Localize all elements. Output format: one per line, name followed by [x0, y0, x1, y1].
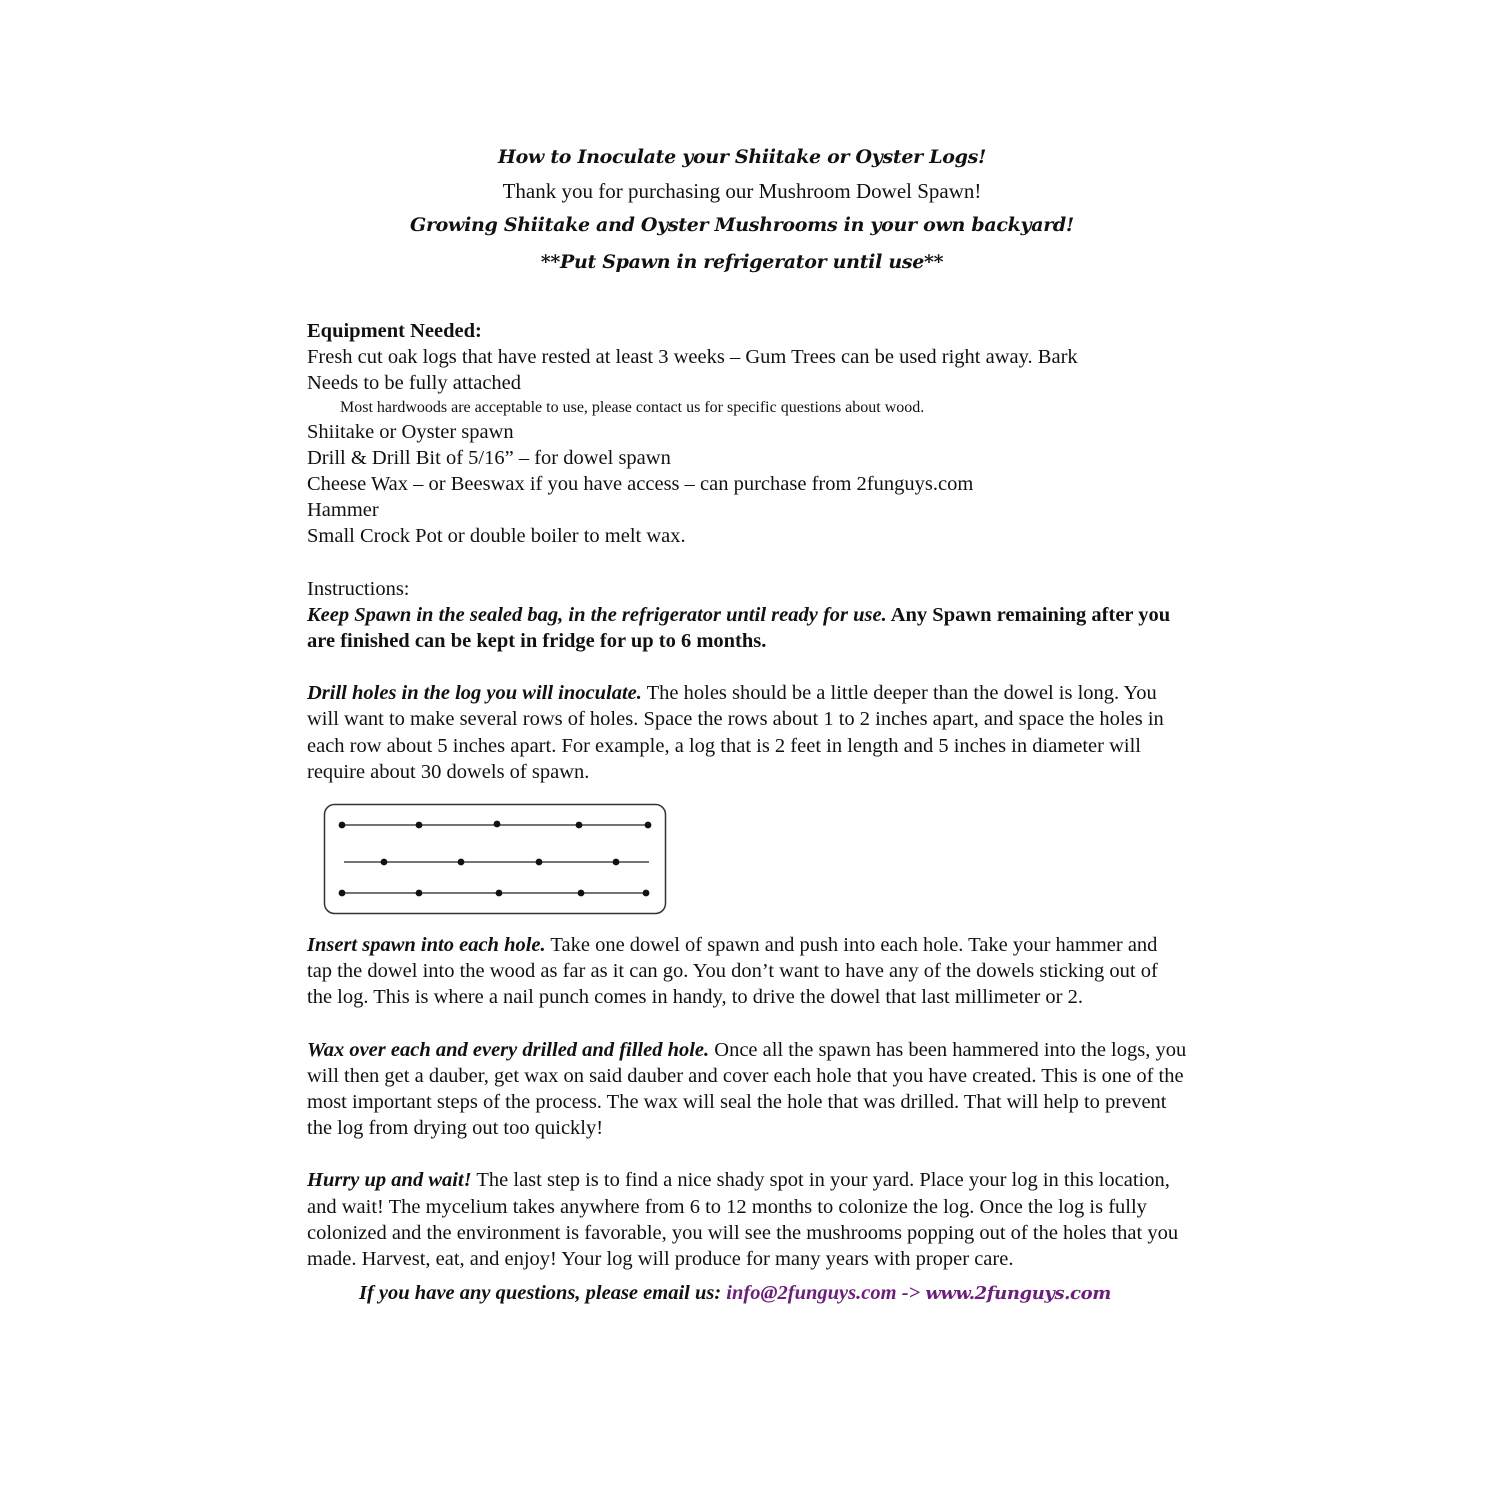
equipment-item: Hammer: [307, 499, 379, 522]
hole-dot: [339, 890, 346, 897]
wax-paragraph: [307, 1037, 1187, 1142]
wait-paragraph: [307, 1167, 1187, 1272]
equipment-section: [307, 318, 1187, 550]
insert-lead: Insert spawn into each hole.: [307, 934, 546, 957]
wait-lead: Hurry up and wait!: [307, 1169, 472, 1192]
thank-you-line: Thank you for purchasing our Mushroom Dowel Spawn!: [502, 179, 982, 203]
keep-lead: Keep Spawn in the sealed bag, in the refrigerator until ready for use.: [307, 603, 887, 626]
drill-paragraph: [307, 680, 1187, 785]
drill-rest: The holes should be a little deeper than the dowel is long. You will want to make several rows of holes. Space the rows about 1 to 2 inches apart, and space the holes in each row about 5 inches apart. For example, a log that is 2 feet in length and 5 inches in diameter will require about 30 dowels of spawn.: [307, 682, 1164, 783]
equipment-item-logs: Fresh cut oak logs that have rested at least 3 weeks – Gum Trees can be used right away. Bark: [307, 346, 1078, 369]
contact-prompt: If you have any questions, please email us:: [359, 1282, 722, 1305]
hole-dot: [496, 890, 503, 897]
hole-dot: [576, 822, 583, 829]
document-page: [307, 140, 1187, 1309]
hole-dot: [536, 859, 543, 866]
log-diagram-svg: [323, 803, 668, 916]
hole-dot: [578, 890, 585, 897]
equipment-item-logs-cont: Needs to be fully attached: [307, 372, 522, 395]
equipment-item: Shiitake or Oyster spawn: [307, 420, 514, 443]
document-header: [297, 140, 1187, 282]
equipment-item: Drill & Drill Bit of 5/16” – for dowel spawn: [307, 446, 671, 469]
contact-footer: [307, 1278, 1187, 1309]
equipment-item: Cheese Wax – or Beeswax if you have access – can purchase from 2funguys.com: [307, 473, 974, 496]
hole-dot: [416, 822, 423, 829]
hole-dot: [458, 859, 465, 866]
equipment-heading: Equipment Needed:: [307, 320, 482, 342]
instructions-heading: Instructions:: [307, 577, 410, 600]
arrow-text: ->: [901, 1282, 921, 1305]
refrigerator-note: **Put Spawn in refrigerator until use**: [540, 251, 944, 273]
wait-rest: The last step is to find a nice shady spot in your yard. Place your log in this location, and wait! The mycelium takes anywhere from 6 to 12 months to colonize the log. Once the log is fully colonized and the environment is favorable, you will see the mushrooms popping out of the holes that you made. Harvest, eat, and enjoy! Your log will produce for many years with proper care.: [307, 1169, 1179, 1271]
hole-dot: [381, 859, 388, 866]
hole-pattern-diagram: [323, 803, 668, 916]
insert-rest: Take one dowel of spawn and push into each hole. Take your hammer and tap the dowel into the wood as far as it can go. You don’t want to have any of the dowels sticking out of the log. This is where a nail punch comes in handy, to drive the dowel that last millimeter or 2.: [307, 934, 1158, 1009]
hole-dot: [645, 822, 652, 829]
hole-dot: [494, 821, 501, 828]
hole-dot: [416, 890, 423, 897]
insert-paragraph: [307, 932, 1187, 1011]
keep-rest: Any Spawn remaining after you are finished can be kept in fridge for up to 6 months.: [307, 603, 1171, 653]
wax-rest: Once all the spawn has been hammered into the logs, you will then get a dauber, get wax on said dauber and cover each hole that you have created. This is one of the most important steps of the process. The wax will seal the hole that was drilled. That will help to prevent the log from drying out too quickly!: [307, 1038, 1187, 1140]
subtitle: Growing Shiitake and Oyster Mushrooms in your own backyard!: [410, 214, 1074, 236]
log-outline: [325, 805, 666, 914]
hardwood-note: Most hardwoods are acceptable to use, please contact us for specific questions about wood.: [340, 398, 925, 416]
document-title: How to Inoculate your Shiitake or Oyster Logs!: [497, 146, 987, 168]
equipment-item: Small Crock Pot or double boiler to melt wax.: [307, 525, 686, 548]
wax-lead: Wax over each and every drilled and filled hole.: [307, 1038, 710, 1061]
website-link[interactable]: www.2funguys.com: [925, 1283, 1111, 1305]
hole-dot: [339, 822, 346, 829]
hole-dot: [643, 890, 650, 897]
instructions-section: [307, 576, 1187, 1273]
email-link[interactable]: info@2funguys.com: [726, 1282, 897, 1305]
keep-paragraph: [307, 602, 1187, 654]
hole-dot: [613, 859, 620, 866]
drill-lead: Drill holes in the log you will inoculate.: [307, 682, 642, 705]
